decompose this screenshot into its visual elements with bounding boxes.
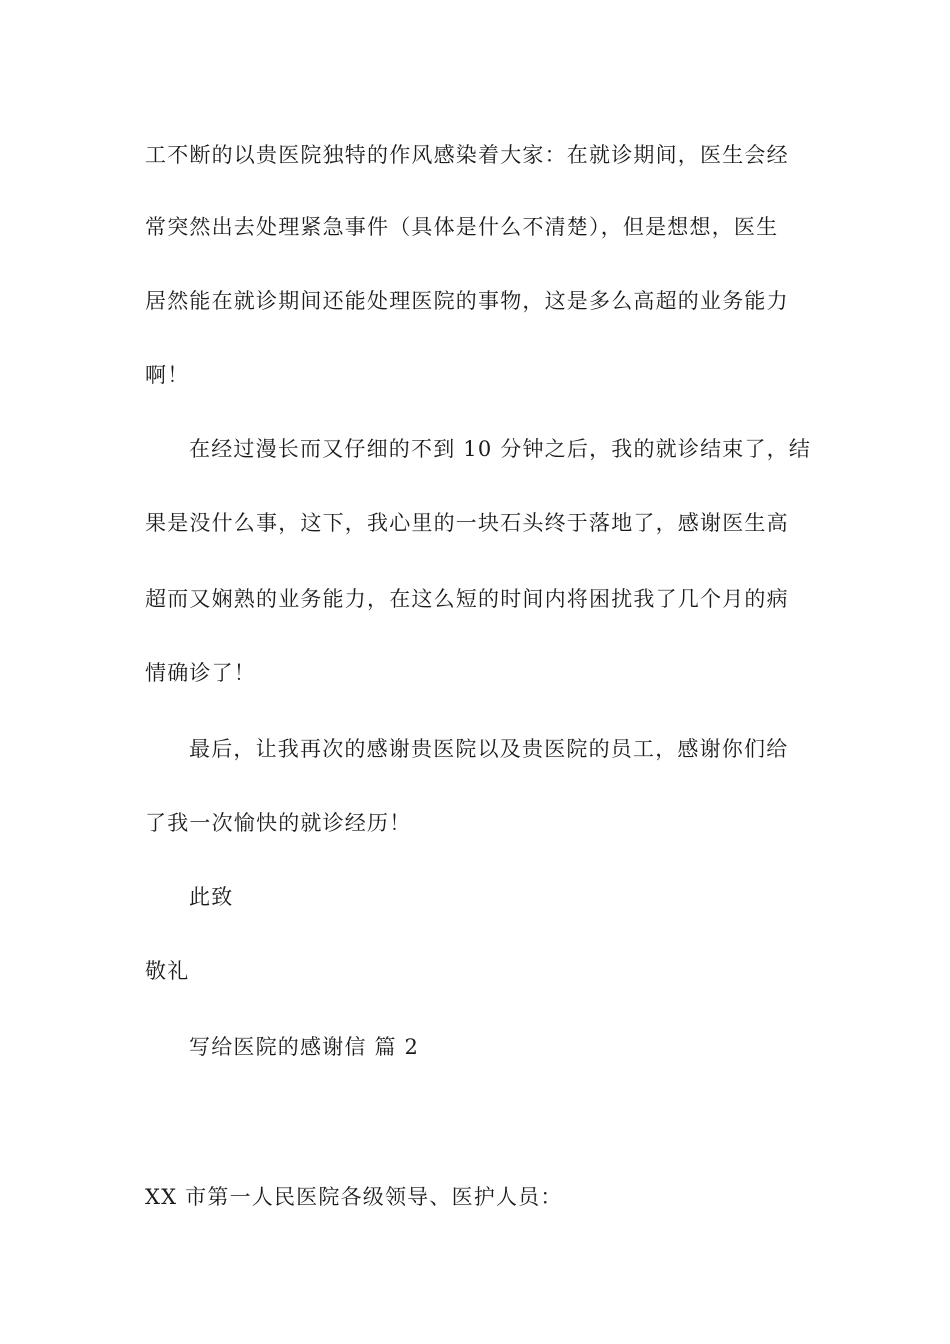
- section-heading: 写给医院的感谢信 篇 2: [189, 1035, 420, 1059]
- paragraph-line: 在经过漫长而又仔细的不到 10 分钟之后，我的就诊结束了，结: [189, 437, 812, 461]
- paragraph-line: 最后，让我再次的感谢贵医院以及贵医院的员工，感谢你们给: [189, 737, 789, 761]
- paragraph-line: 居然能在就诊期间还能处理医院的事物，这是多么高超的业务能力: [145, 289, 789, 313]
- paragraph-line: 情确诊了！: [145, 661, 256, 685]
- closing-jingli: 敬礼: [145, 959, 190, 983]
- closing-cizhi: 此致: [189, 885, 234, 909]
- paragraph-line: 常突然出去处理紧急事件（具体是什么不清楚），但是想想，医生: [145, 215, 779, 239]
- paragraph-line: 了我一次愉快的就诊经历！: [145, 811, 412, 835]
- paragraph-line: 果是没什么事，这下，我心里的一块石头终于落地了，感谢医生高: [145, 511, 789, 535]
- paragraph-line: 超而又娴熟的业务能力，在这么短的时间内将困扰我了几个月的病: [145, 587, 789, 611]
- salutation: XX 市第一人民医院各级领导、医护人员：: [145, 1185, 563, 1209]
- paragraph-line: 啊！: [145, 363, 190, 387]
- paragraph-line: 工不断的以贵医院独特的作风感染着大家：在就诊期间，医生会经: [145, 143, 789, 167]
